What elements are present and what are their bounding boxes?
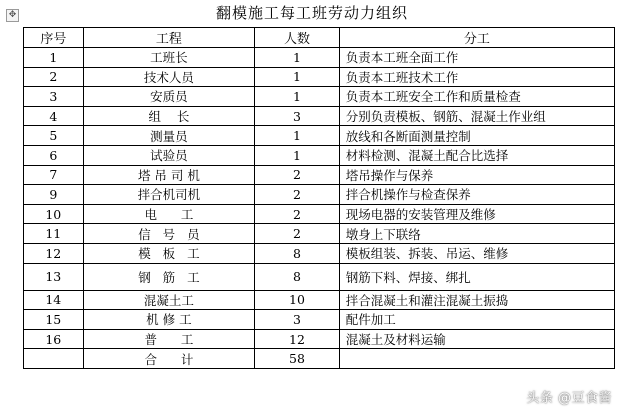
row-no: 10 — [24, 204, 84, 224]
table-row — [24, 263, 615, 290]
table-row — [24, 224, 615, 244]
row-count: 2 — [255, 224, 340, 244]
row-job: 工班长 — [83, 48, 255, 68]
table-row — [24, 349, 615, 369]
row-duty: 钢筋下料、焊接、绑扎 — [339, 263, 614, 290]
row-job: 拌合机司机 — [83, 185, 255, 205]
table-row — [24, 185, 615, 205]
row-count: 2 — [255, 185, 340, 205]
row-count: 3 — [255, 106, 340, 126]
row-no: 15 — [24, 310, 84, 330]
row-count: 10 — [255, 290, 340, 310]
table-row — [24, 126, 615, 146]
table-row — [24, 204, 615, 224]
row-job: 技术人员 — [83, 67, 255, 87]
row-count: 58 — [255, 349, 340, 369]
row-duty: 拌合机操作与检查保养 — [339, 185, 614, 205]
table-move-handle-icon[interactable]: ✥ — [6, 9, 19, 22]
row-count: 1 — [255, 126, 340, 146]
row-job: 电 工 — [83, 204, 255, 224]
table-header-row — [24, 28, 615, 48]
header-job: 工程 — [83, 28, 255, 48]
row-no: 2 — [24, 67, 84, 87]
table-row — [24, 87, 615, 107]
row-duty: 拌合混凝土和灌注混凝土振捣 — [339, 290, 614, 310]
row-no: 4 — [24, 106, 84, 126]
table-row — [24, 48, 615, 68]
row-duty: 混凝土及材料运输 — [339, 329, 614, 349]
row-no — [24, 349, 84, 369]
row-job: 合 计 — [83, 349, 255, 369]
row-count: 1 — [255, 67, 340, 87]
row-count: 8 — [255, 243, 340, 263]
header-duty: 分工 — [339, 28, 614, 48]
row-count: 1 — [255, 145, 340, 165]
row-no: 9 — [24, 185, 84, 205]
watermark: 头条 @豆食酱 — [526, 391, 612, 406]
document-title: 翻模施工每工班劳动力组织 — [215, 4, 408, 22]
table-row — [24, 106, 615, 126]
row-count: 3 — [255, 310, 340, 330]
row-job: 测量员 — [83, 126, 255, 146]
row-job: 安质员 — [83, 87, 255, 107]
row-job: 机 修 工 — [83, 310, 255, 330]
table-row — [24, 243, 615, 263]
row-no: 14 — [24, 290, 84, 310]
row-no: 7 — [24, 165, 84, 185]
row-count: 1 — [255, 87, 340, 107]
row-job: 塔 吊 司 机 — [83, 165, 255, 185]
row-job: 混凝土工 — [83, 290, 255, 310]
header-count: 人数 — [255, 28, 340, 48]
row-count: 12 — [255, 329, 340, 349]
labor-table — [23, 27, 615, 369]
table-body — [24, 48, 615, 369]
table-row — [24, 310, 615, 330]
row-duty: 负责本工班技术工作 — [339, 67, 614, 87]
row-duty: 材料检测、混凝土配合比选择 — [339, 145, 614, 165]
row-duty: 塔吊操作与保养 — [339, 165, 614, 185]
table-row — [24, 145, 615, 165]
header-no: 序号 — [24, 28, 84, 48]
row-duty: 负责本工班全面工作 — [339, 48, 614, 68]
row-no: 6 — [24, 145, 84, 165]
row-count: 1 — [255, 48, 340, 68]
row-duty: 墩身上下联络 — [339, 224, 614, 244]
row-job: 钢 筋 工 — [83, 263, 255, 290]
row-job: 普 工 — [83, 329, 255, 349]
row-no: 13 — [24, 263, 84, 290]
row-count: 8 — [255, 263, 340, 290]
row-no: 3 — [24, 87, 84, 107]
row-duty: 放线和各断面测量控制 — [339, 126, 614, 146]
row-no: 16 — [24, 329, 84, 349]
row-job: 模 板 工 — [83, 243, 255, 263]
row-count: 2 — [255, 165, 340, 185]
row-job: 组 长 — [83, 106, 255, 126]
row-duty: 配件加工 — [339, 310, 614, 330]
table-row — [24, 290, 615, 310]
row-no: 12 — [24, 243, 84, 263]
row-no: 5 — [24, 126, 84, 146]
table-row — [24, 67, 615, 87]
row-count: 2 — [255, 204, 340, 224]
row-duty: 负责本工班安全工作和质量检查 — [339, 87, 614, 107]
row-no: 1 — [24, 48, 84, 68]
table-row — [24, 165, 615, 185]
row-duty: 模板组装、拆装、吊运、维修 — [339, 243, 614, 263]
row-duty: 现场电器的安装管理及维修 — [339, 204, 614, 224]
row-job: 信 号 员 — [83, 224, 255, 244]
table-row — [24, 329, 615, 349]
row-job: 试验员 — [83, 145, 255, 165]
row-duty: 分别负责模板、钢筋、混凝土作业组 — [339, 106, 614, 126]
row-duty — [339, 349, 614, 369]
row-no: 11 — [24, 224, 84, 244]
